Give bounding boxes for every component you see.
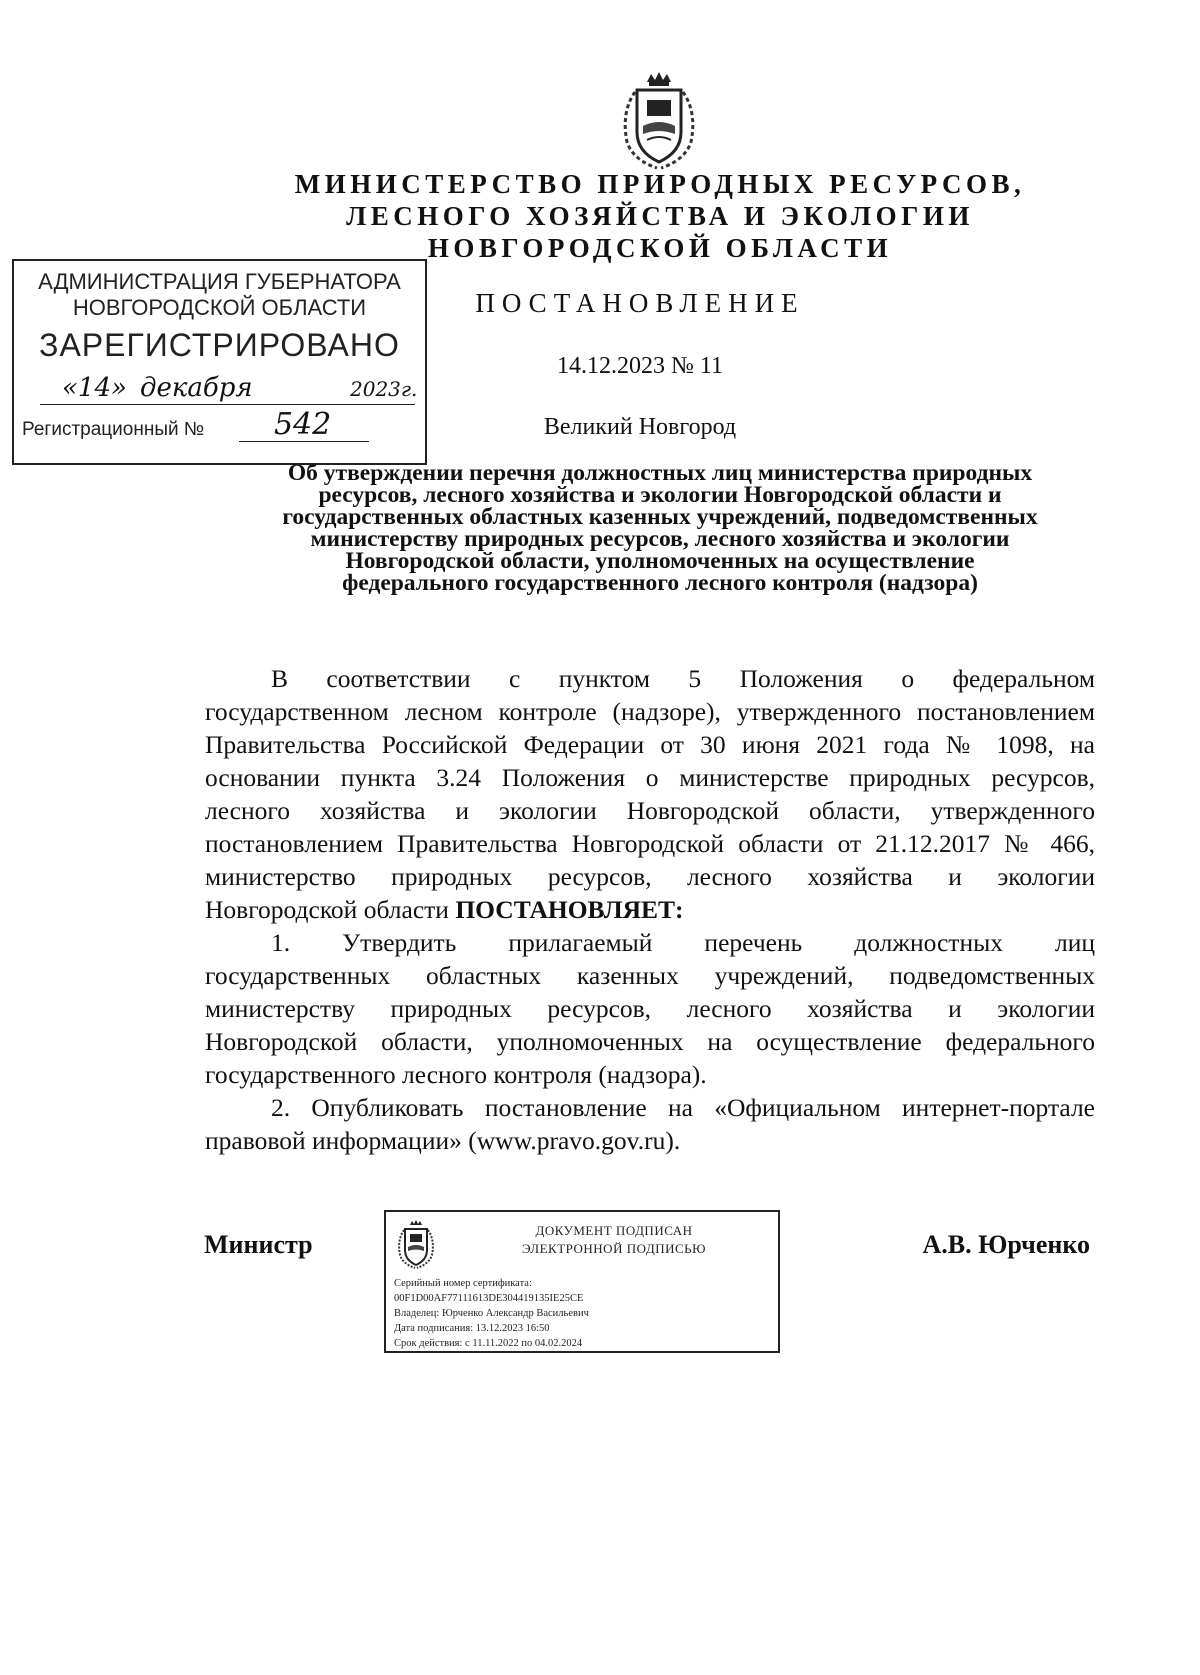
stamp-month: декабря	[140, 373, 253, 403]
ministry-line: ЛЕСНОГО ХОЗЯЙСТВА И ЭКОЛОГИИ	[346, 201, 974, 231]
ministry-line: НОВГОРОДСКОЙ ОБЛАСТИ	[427, 233, 893, 263]
title-line: Новгородской области, уполномоченных на осуществление	[345, 548, 975, 574]
esig-cert-number: 00F1D00AF77111613DE304419135IE25CE	[394, 1293, 584, 1304]
item1-line: 1. Утвердить прилагаемый перечень должностных лиц	[271, 928, 1095, 957]
body-line: министерство природных ресурсов, лесного хозяйства и экологии	[205, 862, 1095, 891]
body-line: постановлением Правительства Новгородской области от 21.12.2017 № 466,	[205, 829, 1095, 858]
document-body	[205, 662, 1095, 1157]
stamp-day: «14»	[62, 373, 127, 403]
coat-of-arms-icon	[617, 68, 701, 172]
electronic-signature-stamp	[384, 1210, 780, 1353]
ministry-line: МИНИСТЕРСТВО ПРИРОДНЫХ РЕСУРСОВ,	[294, 169, 1026, 199]
stamp-organization	[14, 269, 425, 321]
title-line: Об утверждении перечня должностных лиц министерства природных	[287, 460, 1033, 486]
esig-cert-label: Серийный номер сертификата:	[394, 1278, 532, 1289]
signatory-position: Министр	[204, 1230, 313, 1259]
document-date-number: 14.12.2023 № 11	[556, 353, 723, 379]
body-line: Правительства Российской Федерации от 30 июня 2021 года № 1098, на	[205, 730, 1095, 759]
registration-stamp	[12, 259, 427, 465]
item2-line: 2. Опубликовать постановление на «Официальном интернет-портале	[271, 1093, 1095, 1122]
esig-validity: Срок действия: с 11.11.2022 по 04.02.2024	[394, 1338, 583, 1349]
title-line: федерального государственного лесного контроля (надзора)	[342, 570, 978, 596]
esig-header	[456, 1222, 772, 1258]
stamp-date-underline	[40, 404, 415, 405]
item1-line: государственного лесного контроля (надзора).	[205, 1060, 707, 1089]
title-line: государственных областных казенных учреждений, подведомственных	[282, 504, 1038, 530]
body-line: основании пункта 3.24 Положения о министерстве природных ресурсов,	[205, 763, 1095, 792]
coat-of-arms-icon	[394, 1218, 438, 1270]
ministry-name	[230, 168, 1090, 264]
body-line: лесного хозяйства и экологии Новгородской области, утвержденного	[205, 796, 1095, 825]
item1-line: министерству природных ресурсов, лесного хозяйства и экологии	[205, 994, 1095, 1023]
body-line: В соответствии с пунктом 5 Положения о федеральном	[271, 664, 1095, 693]
signatory-name: А.В. Юрченко	[922, 1230, 1090, 1259]
stamp-number-underline	[239, 441, 369, 442]
esig-header-line: ЭЛЕКТРОННОЙ ПОДПИСЬЮ	[522, 1241, 706, 1256]
esig-details	[394, 1276, 772, 1351]
title-line: министерству природных ресурсов, лесного хозяйства и экологии	[310, 526, 1010, 552]
preamble-closing	[205, 893, 1095, 926]
stamp-number-value: 542	[274, 407, 332, 442]
esig-header-line: ДОКУМЕНТ ПОДПИСАН	[535, 1223, 693, 1238]
title-line: ресурсов, лесного хозяйства и экологии Новгородской области и	[318, 482, 1002, 508]
stamp-status: ЗАРЕГИСТРИРОВАНО	[39, 327, 400, 363]
stamp-year: 2023г.	[350, 377, 418, 401]
body-line: государственном лесном контроле (надзоре), утвержденного постановлением	[205, 697, 1095, 726]
esig-owner: Владелец: Юрченко Александр Васильевич	[394, 1308, 589, 1319]
item1-line: Новгородской области, уполномоченных на осуществление федерального	[205, 1027, 1095, 1056]
stamp-org-line: АДМИНИСТРАЦИЯ ГУБЕРНАТОРА	[38, 269, 401, 294]
esig-signed-date: Дата подписания: 13.12.2023 16:50	[394, 1323, 550, 1334]
stamp-number-label: Регистрационный №	[22, 419, 205, 440]
document-city: Великий Новгород	[543, 414, 737, 440]
stamp-org-line: НОВГОРОДСКОЙ ОБЛАСТИ	[72, 295, 367, 320]
stamp-date-line	[40, 371, 418, 411]
preamble-end: Новгородской области	[205, 895, 449, 924]
document-type: ПОСТАНОВЛЕНИЕ	[475, 288, 805, 318]
item2-line: правовой информации» (www.pravo.gov.ru).	[205, 1126, 681, 1155]
document-title	[215, 462, 1105, 594]
decree-word: ПОСТАНОВЛЯЕТ:	[455, 895, 684, 924]
item1-line: государственных областных казенных учреждений, подведомственных	[205, 961, 1095, 990]
